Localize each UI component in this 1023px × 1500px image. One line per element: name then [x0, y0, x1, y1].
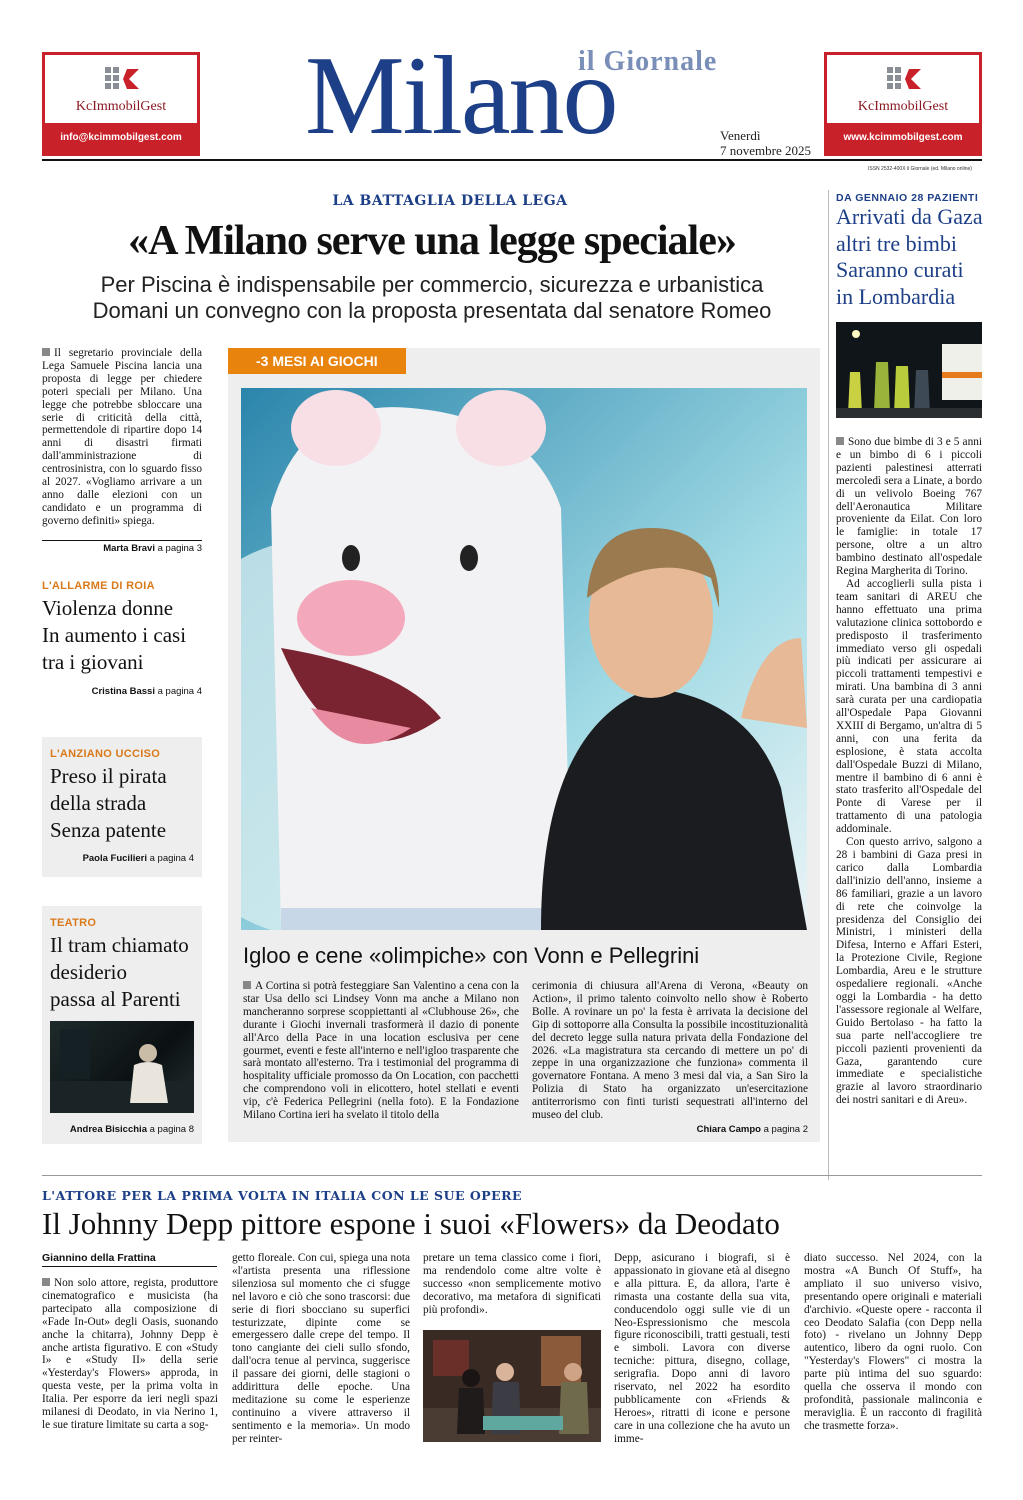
divider: [42, 540, 202, 541]
issn: ISSN 2532-400X il Giornale (ed. Milano online): [868, 166, 972, 172]
lead-kicker: LA BATTAGLIA DELLA LEGA: [332, 193, 568, 209]
feature-col-2: cerimonia di chiusura all'Arena di Verona, «Beauty on Action», il primo talento coinvolto nello show è Roberto Bolle. A rovinare un po' la festa è arrivata la decisione del Gip di sottoporre alla Consulta la possibile incostituzionalità del decreto legge sulla natura privata della Fondazione del 2026. «La magistratura sta cercando di mettere un po' di zeppe in una organizzazione che funziona» commenta il governatore Fontana. A meno 3 mesi dal via, a San Siro la Polizia di Stato ha organizzato un'esercitazione antiterrorismo con finti turisti sequestrati all'interno del museo del club.: [532, 980, 808, 1122]
masthead-date: [720, 128, 811, 158]
ad-url[interactable]: info@kcimmobilgest.com: [45, 123, 197, 153]
depp-photo: [423, 1330, 601, 1442]
ad-left[interactable]: [42, 52, 200, 156]
lead-headline[interactable]: «A Milano serve una legge speciale»: [128, 218, 736, 264]
feature-headline[interactable]: Igloo e cene «olimpiche» con Vonn e Pellegrini: [243, 943, 700, 968]
masthead-rule: [42, 159, 982, 161]
depp-col-1: Non solo attore, regista, produttore cinematografico e musicista (ha partecipato alla composizione di «Fade In-Out» degli Oasis, suonando anche la chitarra), Johnny Depp è anche artista figurativo. E con «Study I» e «Study II» della serie «Yesterday's Flowers» approda, in questa veste, per la prima volta in Italia. Per esporre da ieri negli spazi milanesi di Deodato, in via Nerino 1, le sue tirature limitate su carta a sog-: [42, 1277, 218, 1431]
mascot-and-pellegrini-figure-icon: [241, 388, 807, 930]
bullet-icon: [836, 437, 844, 445]
masthead-subtitle: il Giornale: [578, 46, 718, 77]
bullet-icon: [42, 1278, 50, 1286]
gaza-kicker: DA GENNAIO 28 PAZIENTI: [836, 192, 979, 204]
sidebar-kicker: TEATRO: [50, 917, 97, 929]
ad-right[interactable]: [824, 52, 982, 156]
sidebar-byline[interactable]: Cristina Bassi a pagina 4: [91, 686, 202, 697]
bullet-icon: [243, 981, 251, 989]
sidebar-byline[interactable]: Andrea Bisicchia a pagina 8: [69, 1124, 194, 1135]
kc-logo-icon: [45, 65, 203, 95]
depp-col-4: Depp, asicurano i biografi, si è appassionato in giovane età al disegno e alla pittura. E, da allora, l'arte è rimasta una costante della sua vita, conducendolo oggi sulle vie di un Neo-Espressionismo che mescola figure riconoscibili, tratti gestuali, testi e simboli. Lavora con diverse tecniche: pittura, disegno, collage, serigrafia. Dopo anni di lavoro riservato, nel 2022 ha esordito pubblicamente con «Friends & Heroes», ritratti di icone e persone care in una collezione che ha avuto un imme-: [614, 1252, 790, 1445]
gaza-headline[interactable]: Arrivati da Gaza altri tre bimbi Saranno curati in Lombardia: [836, 204, 983, 309]
ad-url[interactable]: www.kcimmobilgest.com: [827, 123, 979, 153]
gaza-photo: [836, 322, 982, 418]
sidebar-byline[interactable]: Paola Fucilieri a pagina 4: [82, 853, 194, 864]
masthead-day: Venerdì: [720, 128, 761, 143]
ad-brand: KcImmobilGest: [857, 99, 949, 114]
bullet-icon: [42, 348, 50, 356]
feature-photo: [241, 388, 807, 930]
depp-col-3: pretare un tema classico come i fiori, ma rendendolo come altre volte è successo «non semplicemente motivo decorativo, ma metafora di significati più profondi».: [423, 1252, 601, 1316]
lead-byline[interactable]: Marta Bravi a pagina 3: [103, 543, 202, 554]
masthead-date-text: 7 novembre 2025: [720, 143, 811, 158]
depp-kicker: L'ATTORE PER LA PRIMA VOLTA IN ITALIA CON LE SUE OPERE: [42, 1188, 523, 1203]
depp-author[interactable]: Giannino della Frattina: [42, 1252, 217, 1267]
sidebar-kicker: L'ALLARME DI ROIA: [42, 580, 155, 592]
gallery-people-icon: [423, 1330, 601, 1442]
feature-tag: -3 MESI AI GIOCHI: [228, 348, 406, 374]
section-rule: [42, 1175, 982, 1176]
actress-figure-icon: [50, 1021, 194, 1113]
lead-body: Il segretario provinciale della Lega Samuele Piscina lancia una proposta di legge per chiedere poteri speciali per Milano. Una legge che potrebbe sbloccare una serie di criticità della città, permettendole di ripartire dopo 14 anni di disastri firmati dall'amministrazione di centrosinistra, con lo sguardo fisso al 2027. «Vogliamo arrivare a un anno dalle elezioni con un candidato e un programma di governo definiti» spiega.: [42, 347, 202, 527]
theatre-photo: [50, 1021, 194, 1113]
sidebar-headline[interactable]: Preso il pirata della strada Senza patente: [50, 764, 167, 842]
lead-deck-2: Domani un convegno con la proposta presentata dal senatore Romeo: [92, 298, 772, 323]
depp-headline[interactable]: Il Johnny Depp pittore espone i suoi «Flowers» da Deodato: [42, 1206, 780, 1241]
depp-col-5: diato successo. Nel 2024, con la mostra «A Bunch Of Stuff», ha ampliato il suo universo visivo, presentando opere originali e materiali d'archivio. «Queste opere - racconta il ceo Deodato Salafia (con Depp nella foto) - rivelano un Johnny Depp autentico, libero da ogni ruolo. Con "Yesterday's Flowers" ci mostra la parte più intima del suo sguardo: quella che osserva il mondo con profondità, passionale malinconia e meraviglia. È un racconto di fragilità che trasmette forza».: [804, 1252, 982, 1432]
ambulance-night-scene-icon: [836, 322, 982, 418]
depp-col-2: getto floreale. Con cui, spiega una nota «l'artista presenta una riflessione silenziosa sul momento che ci sfugge nel lavoro e ciò che sono trascorsi: due serie di fiori sbocciano su superfici testurizzate, dipinte come se emergessero dalle crepe del tempo. Il tono cangiante dei cieli sullo sfondo, dall'ocra tenue al pervinca, suggerisce il passare dei giorni, delle stagioni o addirittura delle epoche. Una meditazione su come le esperienze continuino a vivere attraverso il sentimento e la memoria». Un modo per reinter-: [232, 1252, 410, 1445]
sidebar-headline[interactable]: Violenza donne In aumento i casi tra i giovani: [42, 596, 187, 674]
column-rule: [828, 190, 829, 1180]
kc-logo-icon: [827, 65, 985, 95]
gaza-body: Sono due bimbe di 3 e 5 anni e un bimbo di 6 i piccoli pazienti palestinesi atterrati mercoledì sera a Linate, a bordo di un velivolo Boeing 767 dell'Aeronautica Militare proveniente da Eilat. Con loro le famiglie: in totale 17 persone, oltre a un altro bambino destinato all'ospedale Regina Margherita di Torino. Ad accoglierli sulla pista i team sanitari di AREU che hanno effettuato una prima valutazione clinica sottobordo e predisposto il trasferimento immediato verso gli ospedali più indicati per assicurare ai piccoli trattamenti tempestivi e mirati. Una bambina di 3 anni sarà curata per una cardiopatia all'Ospedale Papa Giovanni XXIII di Bergamo, un'altra di 5 anni, con una ferita da esplosione, è stata accolta dall'Ospedale Buzzi di Milano, mentre il bambino di 6 anni è stato trasferito all'Ospedale del Ponte di Varese per il trattamento di una patologia addominale. Con questo arrivo, salgono a 28 i bambini di Gaza presi in carico dalla Lombardia dall'inizio dell'anno, insieme a 86 familiari, grazie a un lavoro di rete che coinvolge la presidenza del Consiglio dei Ministri, i ministeri della Difesa, Interno e Affari Esteri, la Protezione Civile, Regione Lombardia, Areu e le strutture ospedaliere regionali. «Anche oggi la Lombardia - ha detto l'assessore regionale al Welfare, Guido Bertolaso - ha fatto la sua parte nell'accogliere tre piccoli pazienti provenienti da Gaza, garantendo cure immediate e specialistiche grazie al lavoro straordinario dei nostri sanitari e di Areu».: [836, 436, 982, 1107]
feature-col-1: A Cortina si potrà festeggiare San Valentino a cena con la star Usa dello sci Lindsey Vonn ma anche a Milano non mancheranno sorprese scoppiettanti al «Clubhouse 26», che durante i Giochi invernali trasformerà il dazio di ponente all'Arco della Pace in una location esclusiva per cene gourmet, eventi e feste all'interno e nell'igloo trasparente che sarà montato all'esterno. Tra i testimonial del programma di hospitality ufficiale promosso da On Location, con pacchetti che comprendono voli in elicottero, hotel stellati e eventi vip, c'è Federica Pellegrini (nella foto). E la Fondazione Milano Cortina ieri ha svelato il titolo della: [243, 980, 519, 1122]
feature-byline[interactable]: Chiara Campo a pagina 2: [696, 1124, 808, 1135]
ad-brand: KcImmobilGest: [75, 99, 167, 114]
sidebar-kicker: L'ANZIANO UCCISO: [50, 748, 161, 760]
sidebar-headline[interactable]: Il tram chiamato desiderio passa al Parenti: [50, 933, 189, 1011]
masthead-title: Milano: [305, 34, 617, 158]
lead-deck-1: Per Piscina è indispensabile per commercio, sicurezza e urbanistica: [100, 272, 764, 297]
